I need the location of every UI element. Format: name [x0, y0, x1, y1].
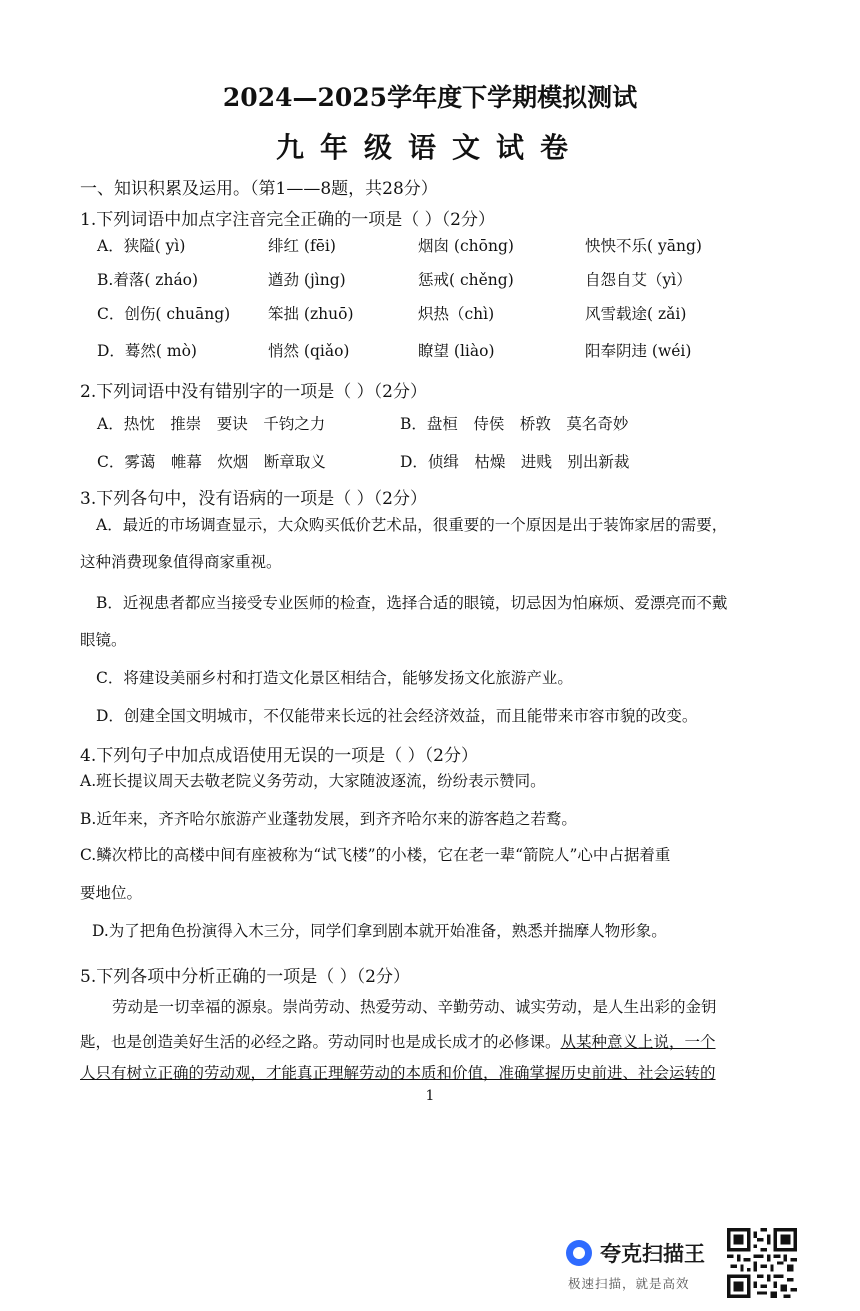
q5-passage-text: 匙，也是创造美好生活的必经之路。劳动同时也是成长成才的必修课。 [80, 1033, 561, 1051]
q1-option: 自怨自艾（yì） [585, 271, 692, 289]
q1-option: 阳奉阴违 (wéi) [585, 342, 692, 360]
q1-option: 悄然 (qiǎo) [268, 342, 350, 360]
question-1-stem: 1.下列词语中加点字注音完全正确的一项是（ ）（2分） [80, 210, 495, 230]
exam-title: 2024—2025学年度下学期模拟测试 [222, 83, 638, 112]
question-5-stem: 5.下列各项中分析正确的一项是（ ）（2分） [80, 967, 410, 987]
q5-underlined-text: 从某种意义上说，一个 [560, 1033, 716, 1051]
app-slogan: 极速扫描，就是高效 [568, 1276, 690, 1291]
q1-option: 瞭望 (liào) [418, 342, 495, 360]
q3-option-d: D．创建全国文明城市，不仅能带来长远的社会经济效益，而且能带来市容市貌的改变。 [96, 707, 698, 725]
q2-option: C．雾蔼 帷幕 炊烟 断章取义 [97, 453, 326, 471]
exam-subtitle: 九年级语文试卷 [275, 131, 584, 164]
q1-option: 风雪载途( zǎi) [585, 305, 687, 323]
q2-option: B．盘桓 侍侯 桥敦 莫名奇妙 [400, 415, 629, 433]
q1-option: 绯红 (fēi) [268, 237, 336, 255]
q1-option: D．蓦然( mò) [97, 342, 197, 360]
q5-passage-line [80, 1035, 716, 1051]
q2-option: D．侦缉 枯燥 进贱 别出新裁 [400, 453, 630, 471]
q4-option-c-cont: 要地位。 [80, 884, 143, 902]
q1-option: 惩戒( chěng) [418, 271, 514, 289]
q3-option-b: B．近视患者都应当接受专业医师的检查，选择合适的眼镜，切忌因为怕麻烦、爱漂亮而不戴 [96, 594, 728, 612]
question-3-stem: 3.下列各句中，没有语病的一项是（ ）（2分） [80, 489, 427, 509]
section-heading: 一、知识积累及运用。（第1——8题，共28分） [80, 179, 438, 199]
q1-option: 遒劲 (jìng) [268, 271, 346, 289]
scanner-watermark [566, 1236, 726, 1294]
page-number: 1 [425, 1088, 435, 1104]
q1-option: 烟囱 (chōng) [418, 237, 514, 255]
question-4-stem: 4.下列句子中加点成语使用无误的一项是（ ）（2分） [80, 746, 478, 766]
q3-option-b-cont: 眼镜。 [80, 631, 127, 649]
app-name: 夸克扫描王 [600, 1242, 705, 1266]
q2-option: A．热忱 推崇 要诀 千钧之力 [97, 415, 326, 433]
q4-option-c: C.鳞次栉比的高楼中间有座被称为“试飞楼”的小楼，它在老一辈“箭院人”心中占据着重 [80, 846, 671, 864]
q4-option-d: D.为了把角色扮演得入木三分，同学们拿到剧本就开始准备，熟悉并揣摩人物形象。 [92, 922, 667, 940]
quark-logo-icon [566, 1240, 592, 1266]
q3-option-a-cont: 这种消费现象值得商家重视。 [80, 553, 282, 571]
q1-option: A．狭隘( yì) [97, 237, 186, 255]
q5-passage-line: 劳动是一切幸福的源泉。崇尚劳动、热爱劳动、辛勤劳动、诚实劳动，是人生出彩的金钥 [112, 998, 717, 1016]
question-2-stem: 2.下列词语中没有错别字的一项是（ ）（2分） [80, 382, 427, 402]
q4-option-b: B.近年来，齐齐哈尔旅游产业蓬勃发展，到齐齐哈尔来的游客趋之若鹜。 [80, 810, 577, 828]
q5-underlined-line: 人只有树立正确的劳动观，才能真正理解劳动的本质和价值，准确掌握历史前进、社会运转的 [80, 1064, 716, 1082]
q1-option: C．创伤( chuāng) [97, 305, 231, 323]
q4-option-a: A.班长提议周天去敬老院义务劳动，大家随波逐流，纷纷表示赞同。 [80, 772, 546, 790]
q3-option-c: C．将建设美丽乡村和打造文化景区相结合，能够发扬文化旅游产业。 [96, 669, 573, 687]
q1-option: B.着落( zháo) [97, 271, 199, 289]
qr-code-icon [727, 1228, 797, 1298]
q1-option: 炽热（chì) [418, 305, 495, 323]
q1-option: 笨拙 (zhuō) [268, 305, 354, 323]
q1-option: 怏怏不乐( yāng) [585, 237, 702, 255]
q3-option-a: A．最近的市场调查显示，大众购买低价艺术品，很重要的一个原因是出于装饰家居的需要， [96, 516, 728, 534]
